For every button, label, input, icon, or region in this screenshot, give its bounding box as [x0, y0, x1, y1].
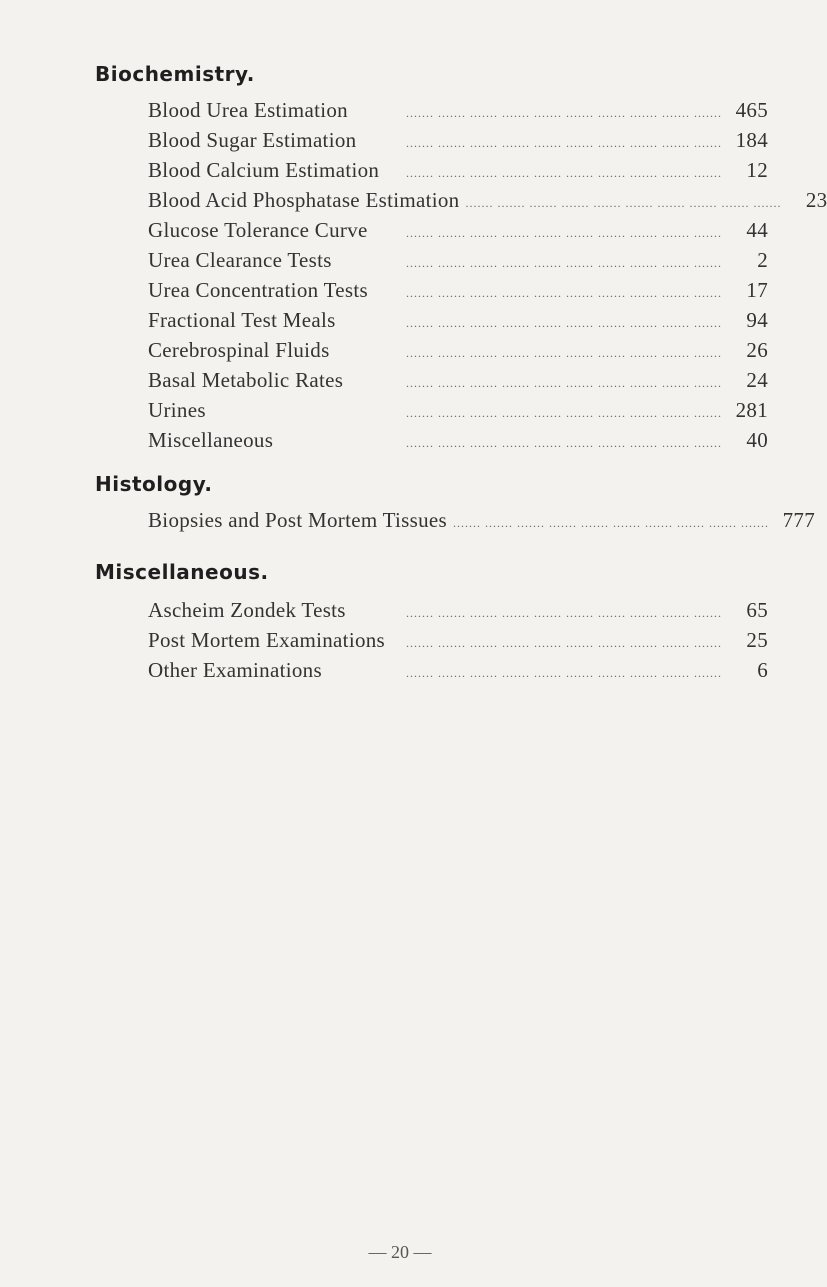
dot-leader: ....... ....... ....... ....... ....... ....... ....... ....... ....... .......	[406, 666, 722, 680]
item-value: 281	[735, 398, 768, 422]
list-item	[148, 508, 815, 538]
dot-leader: ....... ....... ....... ....... ....... ....... ....... ....... ....... .......	[406, 226, 722, 240]
dot-leader: ....... ....... ....... ....... ....... ....... ....... ....... ....... .......	[406, 316, 722, 330]
item-value: 65	[746, 598, 768, 622]
item-value: 465	[735, 98, 768, 122]
item-label: Basal Metabolic Rates	[148, 368, 344, 392]
item-label: Urines	[148, 398, 206, 422]
item-value: 94	[746, 308, 768, 332]
list-item	[148, 188, 827, 218]
item-value: 777	[782, 508, 815, 532]
list-item	[148, 308, 768, 338]
page-number: — 20 —	[368, 1242, 432, 1262]
dot-leader: ....... ....... ....... ....... ....... ....... ....... ....... ....... .......	[406, 286, 722, 300]
dot-leader: ....... ....... ....... ....... ....... ....... ....... ....... ....... .......	[406, 636, 722, 650]
item-label: Fractional Test Meals	[148, 308, 336, 332]
dot-leader: ....... ....... ....... ....... ....... ....... ....... ....... ....... .......	[406, 376, 722, 390]
dot-leader: ....... ....... ....... ....... ....... ....... ....... ....... ....... .......	[406, 136, 722, 150]
dot-leader: ....... ....... ....... ....... ....... ....... ....... ....... ....... .......	[406, 606, 722, 620]
item-value: 12	[746, 158, 768, 182]
section-heading-histology: Histology.	[95, 472, 213, 496]
dot-leader: ....... ....... ....... ....... ....... ....... ....... ....... ....... .......	[406, 406, 722, 420]
item-label: Urea Clearance Tests	[148, 248, 332, 272]
list-item	[148, 128, 768, 158]
item-value: 17	[746, 278, 768, 302]
item-label: Post Mortem Examinations	[148, 628, 386, 652]
list-item	[148, 368, 768, 398]
item-label: Ascheim Zondek Tests	[148, 598, 346, 622]
list-item	[148, 598, 768, 628]
item-value: 6	[757, 658, 768, 682]
section-heading-biochemistry: Biochemistry.	[95, 62, 255, 86]
item-value: 24	[746, 368, 768, 392]
item-value: 44	[746, 218, 768, 242]
item-label: Glucose Tolerance Curve	[148, 218, 368, 242]
dot-leader: ....... ....... ....... ....... ....... ....... ....... ....... ....... .......	[406, 256, 722, 270]
dot-leader: ....... ....... ....... ....... ....... ....... ....... ....... ....... .......	[406, 346, 722, 360]
dot-leader: ....... ....... ....... ....... ....... ....... ....... ....... ....... .......	[453, 516, 769, 530]
list-item	[148, 158, 768, 188]
list-item	[148, 398, 768, 428]
list-item	[148, 658, 768, 688]
item-label: Urea Concentration Tests	[148, 278, 368, 302]
item-value: 40	[746, 428, 768, 452]
list-item	[148, 428, 768, 458]
item-value: 26	[746, 338, 768, 362]
item-value: 2	[757, 248, 768, 272]
item-label: Blood Sugar Estimation	[148, 128, 357, 152]
item-value: 25	[746, 628, 768, 652]
item-value: 23	[805, 188, 827, 212]
dot-leader: ....... ....... ....... ....... ....... ....... ....... ....... ....... .......	[406, 106, 722, 120]
item-label: Cerebrospinal Fluids	[148, 338, 330, 362]
item-label: Biopsies and Post Mortem Tissues	[148, 508, 447, 532]
list-item	[148, 338, 768, 368]
dot-leader: ....... ....... ....... ....... ....... ....... ....... ....... ....... .......	[465, 196, 782, 210]
section-heading-miscellaneous: Miscellaneous.	[95, 560, 269, 584]
list-item	[148, 278, 768, 308]
item-label: Blood Urea Estimation	[148, 98, 348, 122]
list-item	[148, 98, 768, 128]
list-item	[148, 218, 768, 248]
list-item	[148, 628, 768, 658]
item-label: Other Examinations	[148, 658, 322, 682]
item-label: Blood Calcium Estimation	[148, 158, 380, 182]
item-label: Miscellaneous	[148, 428, 274, 452]
list-item	[148, 248, 768, 278]
item-value: 184	[735, 128, 768, 152]
dot-leader: ....... ....... ....... ....... ....... ....... ....... ....... ....... .......	[406, 166, 722, 180]
dot-leader: ....... ....... ....... ....... ....... ....... ....... ....... ....... .......	[406, 436, 722, 450]
item-label: Blood Acid Phosphatase Estimation	[148, 188, 460, 212]
